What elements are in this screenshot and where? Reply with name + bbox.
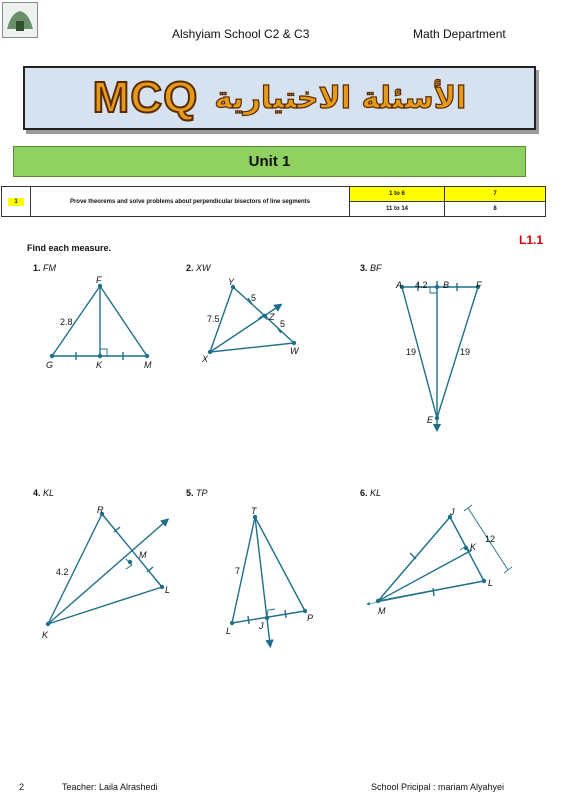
problem-3-label: 3. BF [360,263,382,273]
objective-number: 1 [8,198,23,206]
fig5-label-p: P [307,613,314,623]
problem-5-label: 5. TP [186,488,208,498]
fig3-label-b: B [443,280,450,290]
department-name: Math Department [413,27,506,41]
fig1-label-k: K [96,360,103,370]
problem-4-label: 4. KL [33,488,55,498]
fig6-label-k: K [470,542,477,552]
fig4-label-l: L [165,585,171,595]
fig2-label-w: W [290,346,299,356]
fig5-label-t: T [251,506,257,516]
page-number: 2 [19,782,25,792]
fig6-label-m: M [378,606,386,616]
fig6-label-j: J [450,507,455,517]
school-name: Alshyiam School C2 & C3 [172,27,310,41]
banner-title-ar: الأسئلة الاختيارية [214,80,467,116]
fig3-length-right: 19 [460,347,471,357]
fig2-length-a: 5 [251,293,257,303]
fig5-label-l: L [226,626,232,636]
problem-2-label: 2. XW [186,263,211,273]
instruction-text: Find each measure. [27,243,112,253]
objective-range-2: 11 to 14 [350,202,445,217]
fig2-label-z: Z [269,312,275,322]
figure-5 [232,517,305,644]
fig5-label-j: J [259,621,264,631]
fig1-label-m: M [144,360,152,370]
principal-name: School Pricipal : mariam Alyahyei [371,782,505,792]
fig6-label-l: L [488,578,494,588]
fig3-label-e: E [427,415,434,425]
problem-1-label: 1. FM [33,263,57,273]
fig3-label-a: A [396,280,403,290]
fig2-label-x: X [202,354,209,364]
fig4-length: 4.2 [56,567,69,577]
fig4-label-m: M [139,550,147,560]
fig4-label-k: K [42,630,49,640]
fig5-length: 7 [235,566,241,576]
fig3-length-top: 4.2 [415,280,428,290]
objective-range-1: 1 to 6 [350,187,445,202]
objective-text: Prove theorems and solve problems about perpendicular bisectors of line segments [31,187,350,217]
teacher-name: Teacher: Laila Alrashedi [62,782,158,792]
fig4-label-r: R [97,505,104,515]
problem-6-label: 6. KL [360,488,382,498]
fig2-length-b: 5 [280,319,286,329]
lesson-code: L1.1 [518,233,543,247]
fig1-label-g: G [46,360,54,370]
unit-title: Unit 1 [13,146,526,177]
fig3-length-left: 19 [406,347,417,357]
objective-page-2: 8 [445,202,546,217]
figure-6 [368,505,512,604]
banner-title-en: MCQ [92,73,199,122]
fig2-label-y: Y [228,277,235,287]
fig3-label-f: F [476,280,482,290]
fig1-label-f: F [96,275,102,285]
objective-page-1: 7 [445,187,546,202]
fig6-length: 12 [485,534,496,544]
fig2-length-c: 7.5 [207,314,220,324]
fig1-length: 2.8 [60,317,73,327]
